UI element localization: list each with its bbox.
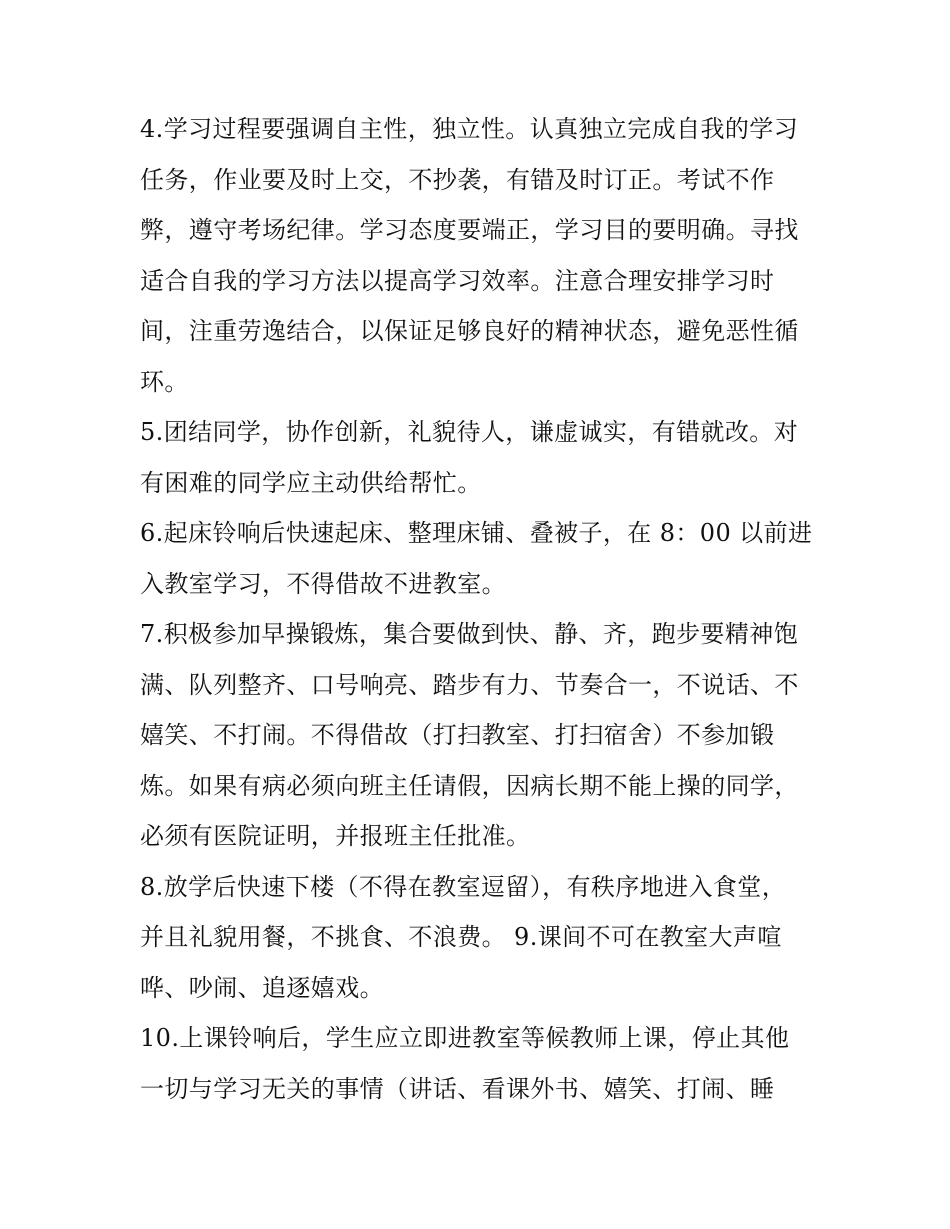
text-line-7: 5.团结同学，协作创新，礼貌待人，谦虚诚实，有错就改。对 (140, 418, 799, 446)
text-line-15: 必须有医院证明，并报班主任批准。 (140, 822, 531, 850)
text-line-4: 适合自我的学习方法以提高学习效率。注意合理安排学习时 (140, 266, 775, 295)
text-line-9: 6.起床铃响后快速起床、整理床铺、叠被子，在 8：00 以前进 (140, 519, 813, 547)
text-line-5: 间，注重劳逸结合，以保证足够良好的精神状态，避免恶性循 (140, 317, 799, 345)
text-line-1: 4.学习过程要强调自主性，独立性。认真独立完成自我的学习 (140, 115, 799, 143)
text-line-14: 炼。如果有病必须向班主任请假，因病长期不能上操的同学， (140, 771, 799, 800)
text-line-10: 入教室学习，不得借故不进教室。 (140, 569, 506, 598)
text-line-18: 哗、吵闹、追逐嬉戏。 (140, 973, 384, 1002)
text-line-12: 满、队列整齐、口号响亮、踏步有力、节奏合一，不说话、不 (140, 670, 799, 699)
text-line-20: 一切与学习无关的事情（讲话、看课外书、嬉笑、打闹、睡 (140, 1074, 775, 1103)
text-line-13: 嬉笑、不打闹。不得借故（打扫教室、打扫宿舍）不参加锻 (140, 721, 775, 749)
text-line-11: 7.积极参加早操锻炼，集合要做到快、静、齐，跑步要精神饱 (140, 620, 799, 648)
text-line-17: 并且礼貌用餐，不挑食、不浪费。 9.课间不可在教室大声喧 (140, 923, 782, 951)
text-line-19: 10.上课铃响后，学生应立即进教室等候教师上课，停止其他 (140, 1024, 790, 1052)
text-line-3: 弊，遵守考场纪律。学习态度要端正，学习目的要明确。寻找 (140, 216, 799, 244)
text-line-6: 环。 (140, 367, 189, 396)
text-line-8: 有困难的同学应主动供给帮忙。 (140, 468, 482, 497)
text-line-2: 任务，作业要及时上交，不抄袭，有错及时订正。考试不作 (140, 165, 775, 194)
text-line-16: 8.放学后快速下楼（不得在教室逗留），有秩序地进入食堂， (140, 872, 787, 901)
document-body (140, 104, 820, 1114)
